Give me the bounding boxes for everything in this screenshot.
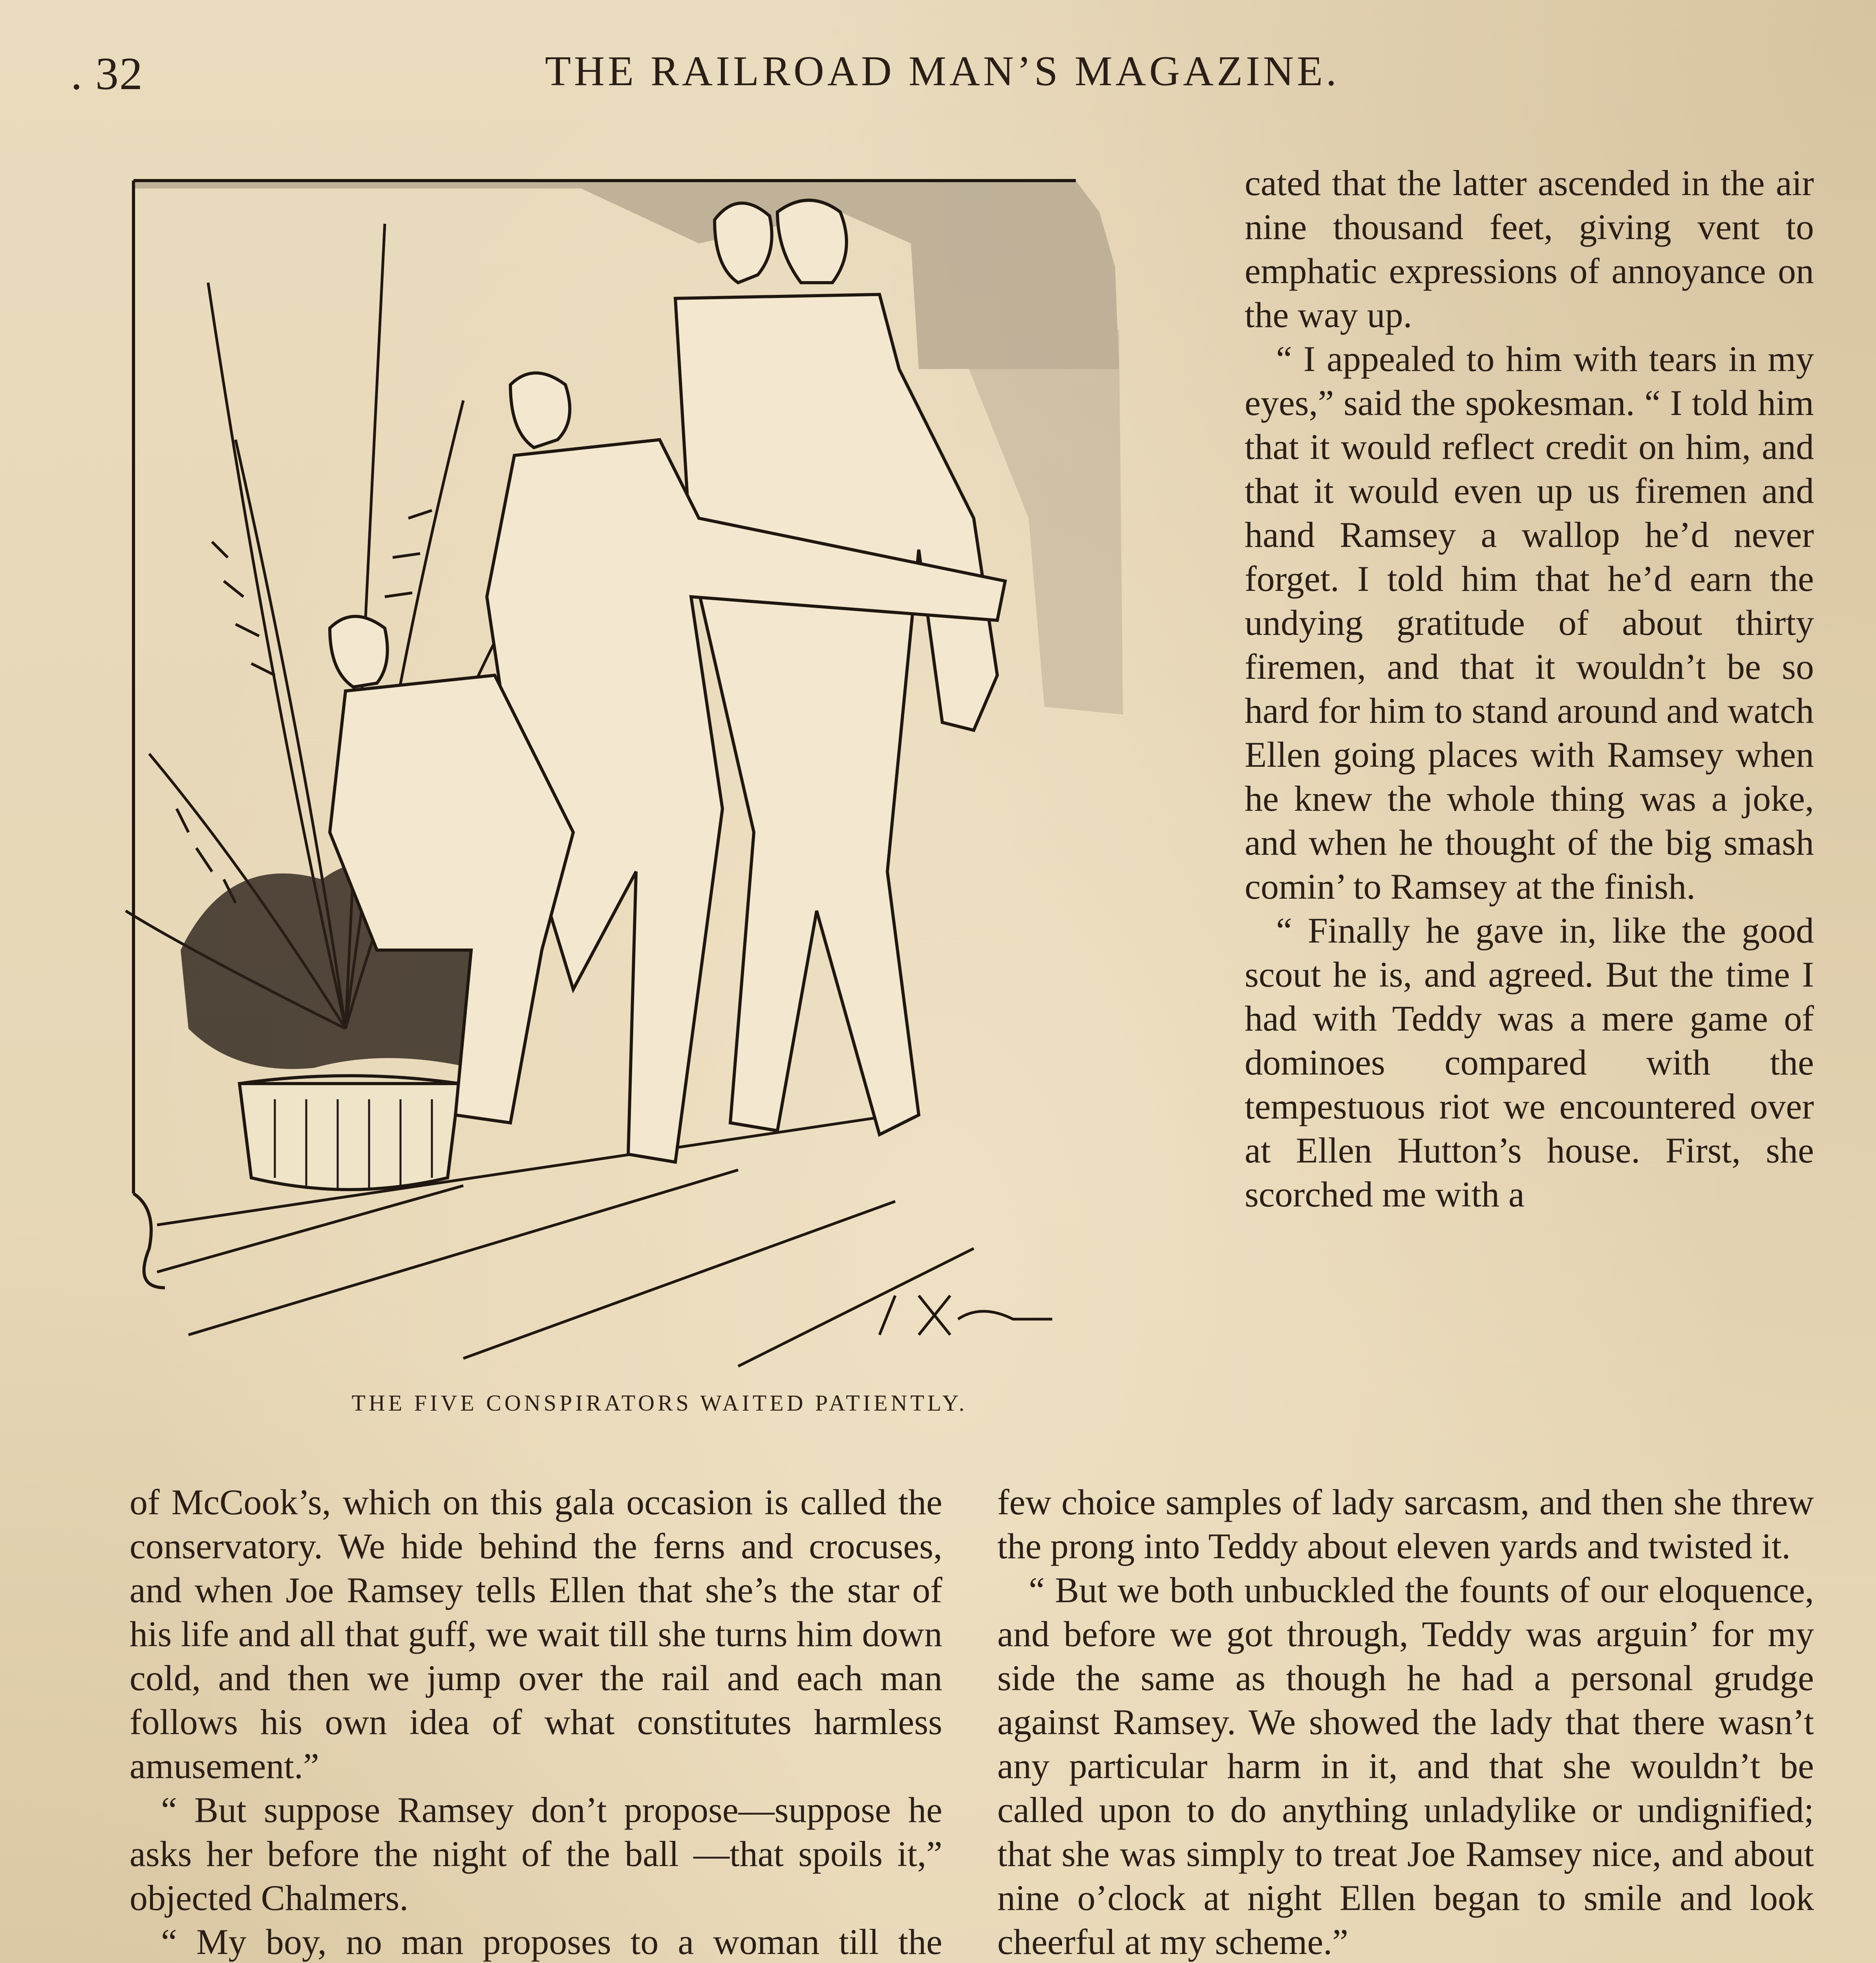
paragraph: “ Finally he gave in, like the good scout he is, and agreed. But the time I had with Teddy was a mere game of dominoes compared with the tempestuous riot we encountered over at Ellen Hutton’s house. First, she scorched me with a (1245, 910, 1814, 1214)
illustration-drawing (110, 165, 1209, 1374)
paragraph: cated that the latter ascended in the air nine thousand feet, giving vent to emphatic expressions of annoyance on the way up. (1245, 163, 1814, 335)
paragraph: “ I appealed to him with tears in my eyes,” said the spokesman. “ I told him that it would reflect credit on him, and that it would even up us firemen and hand Ramsey a wallop he’d never forget. I told him that he’d earn the undying gratitude of about thirty firemen, and that it wouldn’t be so hard for him to stand around and watch Ellen going places with Ramsey when he knew the whole thing was a joke, and when he thought of the big smash comin’ to Ramsey at the finish. (1245, 339, 1814, 907)
plant-pot (240, 1076, 459, 1190)
illustration-caption: THE FIVE CONSPIRATORS WAITED PATIENTLY. (351, 1390, 968, 1416)
artist-signature (879, 1296, 1052, 1335)
paragraph: “ But suppose Ramsey don’t propose—suppose he asks her before the night of the ball —that spoils it,” objected Chalmers. (130, 1790, 942, 1918)
paragraph: of McCook’s, which on this gala occasion is called the conservatory. We hide behind the ferns and crocuses, and when Joe Ramsey tells Ellen that she’s the star of his life and all that guff, we wait till she turns him down cold, and then we jump over the rail and each man follows his own idea of what constitutes harmless amusement.” (130, 1482, 942, 1786)
column-left (130, 1480, 942, 1963)
paragraph: few choice samples of lady sarcasm, and then she threw the prong into Teddy about eleven yards and twisted it. (997, 1482, 1814, 1566)
running-title: THE RAILROAD MAN’S MAGAZINE. (545, 48, 1340, 95)
conspirators-illustration (110, 165, 1209, 1374)
page-header (71, 47, 1814, 110)
paragraph: “ But we both unbuckled the founts of our eloquence, and before we got through, Teddy was arguin’ for my side the same as though he had a personal grudge against Ramsey. We showed the lady that there wasn’t any particular harm in it, and that she wouldn’t be called upon to do anything unladylike or undignified; that she was simply to treat Joe Ramsey nice, and about nine o’clock at night Ellen began to smile and look cheerful at my scheme.” (997, 1570, 1814, 1962)
paragraph: “ My boy, no man proposes to a woman till the (161, 1922, 942, 1962)
column-right-top (1245, 161, 1814, 1216)
page-number: . 32 (71, 48, 143, 99)
column-right-bottom (997, 1480, 1814, 1963)
